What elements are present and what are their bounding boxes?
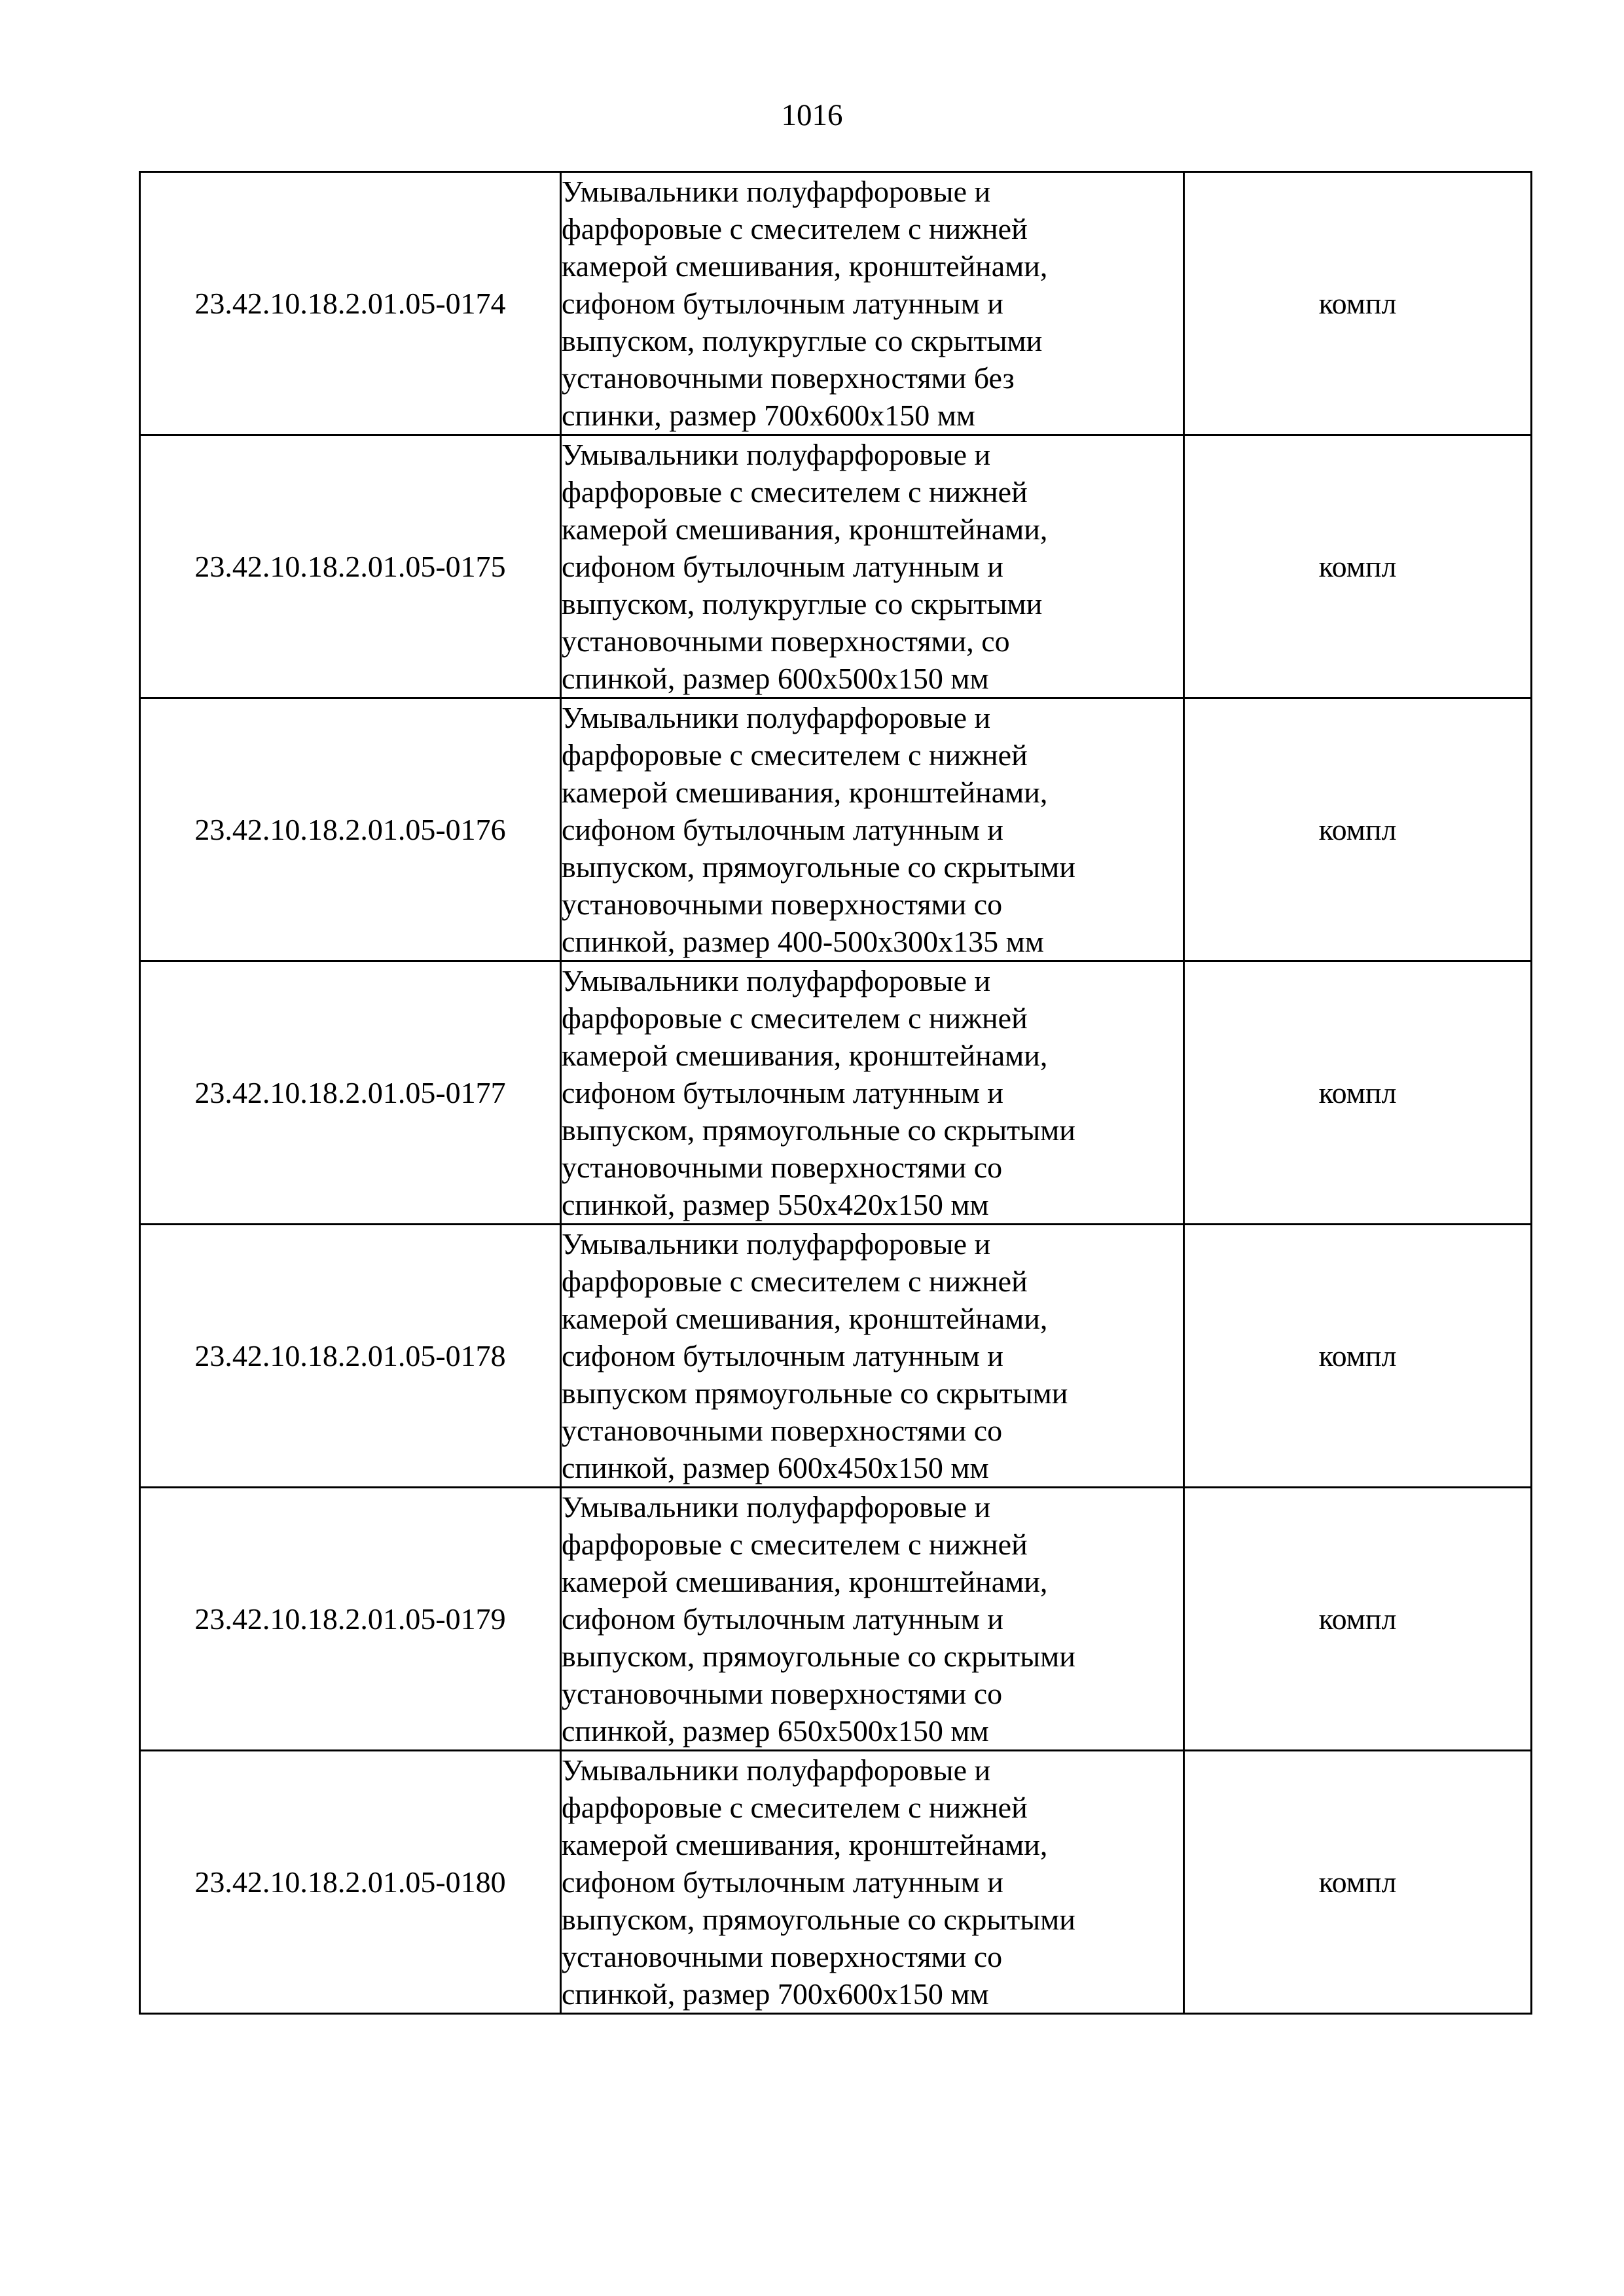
unit-of-measure: компл xyxy=(1184,1751,1532,2014)
resource-code: 23.42.10.18.2.01.05-0177 xyxy=(140,961,561,1225)
resource-name: Умывальники полуфарфоровые и фарфоровые с смесителем с нижней камерой смешивания, кронштейнами, сифоном бутылочным латунным и выпуском прямоугольные со скрытыми установочными поверхностями со спинкой, размер 600х450х150 мм xyxy=(561,1225,1184,1488)
resource-code: 23.42.10.18.2.01.05-0176 xyxy=(140,698,561,961)
table-row xyxy=(140,698,1532,961)
table-row xyxy=(140,172,1532,435)
resource-code: 23.42.10.18.2.01.05-0179 xyxy=(140,1488,561,1751)
resource-name: Умывальники полуфарфоровые и фарфоровые с смесителем с нижней камерой смешивания, кронштейнами, сифоном бутылочным латунным и выпуском, прямоугольные со скрытыми установочными поверхностями со спинкой, размер 400-500х300х135 мм xyxy=(561,698,1184,961)
unit-of-measure: компл xyxy=(1184,435,1532,698)
unit-of-measure: компл xyxy=(1184,172,1532,435)
unit-of-measure: компл xyxy=(1184,961,1532,1225)
resource-code: 23.42.10.18.2.01.05-0175 xyxy=(140,435,561,698)
resource-code: 23.42.10.18.2.01.05-0174 xyxy=(140,172,561,435)
page-number: 1016 xyxy=(781,98,843,132)
unit-of-measure: компл xyxy=(1184,1225,1532,1488)
resource-code: 23.42.10.18.2.01.05-0180 xyxy=(140,1751,561,2014)
unit-of-measure: компл xyxy=(1184,1488,1532,1751)
table-row xyxy=(140,1488,1532,1751)
resource-code: 23.42.10.18.2.01.05-0178 xyxy=(140,1225,561,1488)
table-row xyxy=(140,961,1532,1225)
table-row xyxy=(140,1225,1532,1488)
resource-table xyxy=(139,171,1532,2015)
resource-name: Умывальники полуфарфоровые и фарфоровые с смесителем с нижней камерой смешивания, кронштейнами, сифоном бутылочным латунным и выпуском, прямоугольные со скрытыми установочными поверхностями со спинкой, размер 700х600х150 мм xyxy=(561,1751,1184,2014)
table-row xyxy=(140,435,1532,698)
resource-name: Умывальники полуфарфоровые и фарфоровые с смесителем с нижней камерой смешивания, кронштейнами, сифоном бутылочным латунным и выпуском, прямоугольные со скрытыми установочными поверхностями со спинкой, размер 550х420х150 мм xyxy=(561,961,1184,1225)
table-row xyxy=(140,1751,1532,2014)
resource-name: Умывальники полуфарфоровые и фарфоровые с смесителем с нижней камерой смешивания, кронштейнами, сифоном бутылочным латунным и выпуском, полукруглые со скрытыми установочными поверхностями, со спинкой, размер 600х500х150 мм xyxy=(561,435,1184,698)
unit-of-measure: компл xyxy=(1184,698,1532,961)
resource-name: Умывальники полуфарфоровые и фарфоровые с смесителем с нижней камерой смешивания, кронштейнами, сифоном бутылочным латунным и выпуском, прямоугольные со скрытыми установочными поверхностями со спинкой, размер 650х500х150 мм xyxy=(561,1488,1184,1751)
resource-name: Умывальники полуфарфоровые и фарфоровые с смесителем с нижней камерой смешивания, кронштейнами, сифоном бутылочным латунным и выпуском, полукруглые со скрытыми установочными поверхностями без спинки, размер 700х600х150 мм xyxy=(561,172,1184,435)
